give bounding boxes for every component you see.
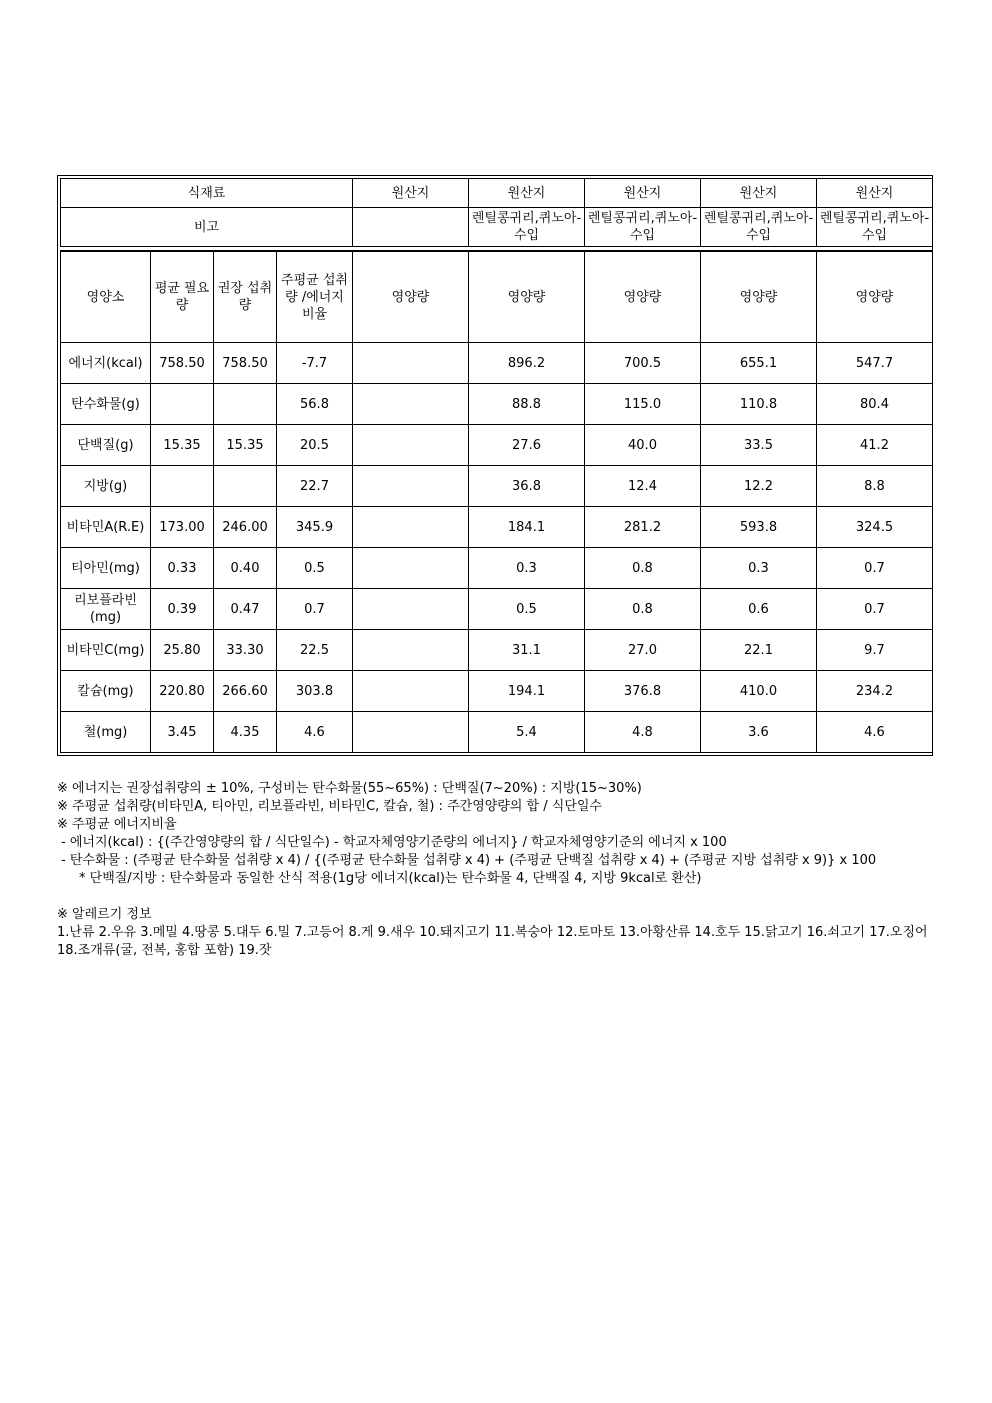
note-energy-range: ※ 에너지는 권장섭취량의 ± 10%, 구성비는 탄수화물(55~65%) : 단백질(7~20%) : 지방(15~30%) — [57, 781, 642, 796]
nutrient-name: 리보플라빈(mg) — [61, 589, 151, 630]
amount-cell — [353, 466, 469, 507]
amount-cell: 8.8 — [817, 466, 933, 507]
amount-header: 영양량 — [585, 251, 701, 343]
amount-cell: 593.8 — [701, 507, 817, 548]
ingredient-header: 식재료 — [61, 179, 353, 208]
avg-requirement: 25.80 — [151, 630, 214, 671]
amount-cell: 12.4 — [585, 466, 701, 507]
amount-cell: 700.5 — [585, 343, 701, 384]
nutrient-name: 지방(g) — [61, 466, 151, 507]
amount-cell: 110.8 — [701, 384, 817, 425]
origin-header: 원산지 — [469, 179, 585, 208]
notes-section — [57, 780, 937, 960]
avg-requirement-header: 평균 필요량 — [151, 251, 214, 343]
avg-requirement: 3.45 — [151, 712, 214, 753]
amount-cell — [353, 548, 469, 589]
remark-cell: 렌틸콩귀리,퀴노아-수입 — [817, 208, 933, 247]
weekly-avg: -7.7 — [277, 343, 353, 384]
avg-requirement: 758.50 — [151, 343, 214, 384]
avg-requirement — [151, 466, 214, 507]
recommended-intake: 0.47 — [214, 589, 277, 630]
amount-cell: 4.6 — [817, 712, 933, 753]
remark-cell: 렌틸콩귀리,퀴노아-수입 — [701, 208, 817, 247]
nutrition-table — [60, 250, 933, 753]
amount-cell: 655.1 — [701, 343, 817, 384]
remark-cell: 렌틸콩귀리,퀴노아-수입 — [585, 208, 701, 247]
weekly-avg: 22.5 — [277, 630, 353, 671]
weekly-avg-header: 주평균 섭취량 /에너지 비율 — [277, 251, 353, 343]
amount-cell: 0.7 — [817, 548, 933, 589]
amount-cell — [353, 712, 469, 753]
amount-cell: 194.1 — [469, 671, 585, 712]
nutrition-row — [61, 589, 933, 630]
amount-cell — [353, 630, 469, 671]
amount-cell: 0.3 — [701, 548, 817, 589]
amount-header: 영양량 — [469, 251, 585, 343]
nutrient-name: 철(mg) — [61, 712, 151, 753]
amount-cell: 40.0 — [585, 425, 701, 466]
avg-requirement: 220.80 — [151, 671, 214, 712]
remark-cell — [353, 208, 469, 247]
nutrient-name: 탄수화물(g) — [61, 384, 151, 425]
amount-cell: 33.5 — [701, 425, 817, 466]
weekly-avg: 22.7 — [277, 466, 353, 507]
note-carb-formula: - 탄수화물 : (주평균 탄수화물 섭취량 x 4) / {(주평균 탄수화물 섭취량 x 4) + (주평균 단백질 섭취량 x 4) + (주평균 지방 섭취량 x 9)} x 100 — [61, 853, 877, 868]
nutrient-name: 비타민C(mg) — [61, 630, 151, 671]
nutrient-name: 비타민A(R.E) — [61, 507, 151, 548]
amount-cell: 3.6 — [701, 712, 817, 753]
weekly-avg: 0.7 — [277, 589, 353, 630]
nutrition-row — [61, 548, 933, 589]
recommended-intake: 246.00 — [214, 507, 277, 548]
weekly-avg: 303.8 — [277, 671, 353, 712]
nutrient-name: 칼슘(mg) — [61, 671, 151, 712]
origin-header: 원산지 — [585, 179, 701, 208]
amount-cell: 281.2 — [585, 507, 701, 548]
amount-cell: 0.8 — [585, 548, 701, 589]
amount-cell: 896.2 — [469, 343, 585, 384]
nutrient-name: 티아민(mg) — [61, 548, 151, 589]
amount-cell: 9.7 — [817, 630, 933, 671]
amount-cell — [353, 384, 469, 425]
nutrition-row — [61, 630, 933, 671]
weekly-avg: 20.5 — [277, 425, 353, 466]
amount-cell: 36.8 — [469, 466, 585, 507]
note-energy-ratio-title: ※ 주평균 에너지비율 — [57, 817, 177, 832]
allergy-title: ※ 알레르기 정보 — [57, 907, 152, 922]
amount-cell: 0.5 — [469, 589, 585, 630]
amount-cell: 184.1 — [469, 507, 585, 548]
nutrition-row — [61, 425, 933, 466]
avg-requirement: 0.39 — [151, 589, 214, 630]
recommended-intake: 4.35 — [214, 712, 277, 753]
amount-cell: 5.4 — [469, 712, 585, 753]
origin-header: 원산지 — [701, 179, 817, 208]
nutrient-name: 단백질(g) — [61, 425, 151, 466]
amount-cell — [353, 671, 469, 712]
nutrition-row — [61, 712, 933, 753]
avg-requirement: 173.00 — [151, 507, 214, 548]
amount-cell: 27.0 — [585, 630, 701, 671]
origin-table — [60, 178, 933, 247]
weekly-avg: 4.6 — [277, 712, 353, 753]
amount-cell: 0.3 — [469, 548, 585, 589]
nutrition-frame — [57, 175, 933, 756]
nutrition-row — [61, 507, 933, 548]
weekly-avg: 56.8 — [277, 384, 353, 425]
weekly-avg: 0.5 — [277, 548, 353, 589]
remark-cell: 렌틸콩귀리,퀴노아-수입 — [469, 208, 585, 247]
origin-header: 원산지 — [817, 179, 933, 208]
amount-cell — [353, 589, 469, 630]
recommended-intake-header: 권장 섭취량 — [214, 251, 277, 343]
amount-cell — [353, 507, 469, 548]
amount-cell — [353, 343, 469, 384]
note-weekly-intake: ※ 주평균 섭취량(비타민A, 티아민, 리보플라빈, 비타민C, 칼슘, 철) : 주간영양량의 합 / 식단일수 — [57, 799, 602, 814]
amount-cell — [353, 425, 469, 466]
recommended-intake: 266.60 — [214, 671, 277, 712]
recommended-intake — [214, 466, 277, 507]
amount-cell: 22.1 — [701, 630, 817, 671]
amount-cell: 410.0 — [701, 671, 817, 712]
note-energy-formula: - 에너지(kcal) : {(주간영양량의 합 / 식단일수) - 학교자체영양기준량의 에너지} / 학교자체영양기준의 에너지 x 100 — [61, 835, 727, 850]
note-protein-fat: * 단백질/지방 : 탄수화물과 동일한 산식 적용(1g당 에너지(kcal)는 탄수화물 4, 단백질 4, 지방 9kcal로 환산) — [79, 871, 702, 886]
amount-cell: 234.2 — [817, 671, 933, 712]
amount-cell: 324.5 — [817, 507, 933, 548]
amount-cell: 27.6 — [469, 425, 585, 466]
amount-header: 영양량 — [701, 251, 817, 343]
amount-cell: 31.1 — [469, 630, 585, 671]
amount-cell: 0.7 — [817, 589, 933, 630]
nutrition-row — [61, 671, 933, 712]
nutrition-row — [61, 384, 933, 425]
amount-cell: 115.0 — [585, 384, 701, 425]
weekly-avg: 345.9 — [277, 507, 353, 548]
allergy-list: 1.난류 2.우유 3.메밀 4.땅콩 5.대두 6.밀 7.고등어 8.게 9.새우 10.돼지고기 11.복숭아 12.토마토 13.아황산류 14.호두 15.닭고기 16.쇠고기 17.오징어 18.조개류(굴, 전복, 홍합 포함) 19.잣 — [57, 925, 932, 958]
amount-cell: 0.8 — [585, 589, 701, 630]
origin-header: 원산지 — [353, 179, 469, 208]
avg-requirement — [151, 384, 214, 425]
recommended-intake: 758.50 — [214, 343, 277, 384]
amount-cell: 80.4 — [817, 384, 933, 425]
remark-label: 비고 — [61, 208, 353, 247]
amount-cell: 88.8 — [469, 384, 585, 425]
recommended-intake: 15.35 — [214, 425, 277, 466]
recommended-intake — [214, 384, 277, 425]
recommended-intake: 33.30 — [214, 630, 277, 671]
amount-header: 영양량 — [353, 251, 469, 343]
origin-row — [61, 179, 933, 208]
amount-cell: 4.8 — [585, 712, 701, 753]
amount-cell: 376.8 — [585, 671, 701, 712]
avg-requirement: 15.35 — [151, 425, 214, 466]
nutrition-row — [61, 466, 933, 507]
remark-row — [61, 208, 933, 247]
amount-cell: 12.2 — [701, 466, 817, 507]
amount-cell: 547.7 — [817, 343, 933, 384]
nutrient-name: 에너지(kcal) — [61, 343, 151, 384]
amount-cell: 41.2 — [817, 425, 933, 466]
recommended-intake: 0.40 — [214, 548, 277, 589]
amount-header: 영양량 — [817, 251, 933, 343]
avg-requirement: 0.33 — [151, 548, 214, 589]
nutrient-header: 영양소 — [61, 251, 151, 343]
nutrition-header-row — [61, 251, 933, 343]
amount-cell: 0.6 — [701, 589, 817, 630]
nutrition-row — [61, 343, 933, 384]
